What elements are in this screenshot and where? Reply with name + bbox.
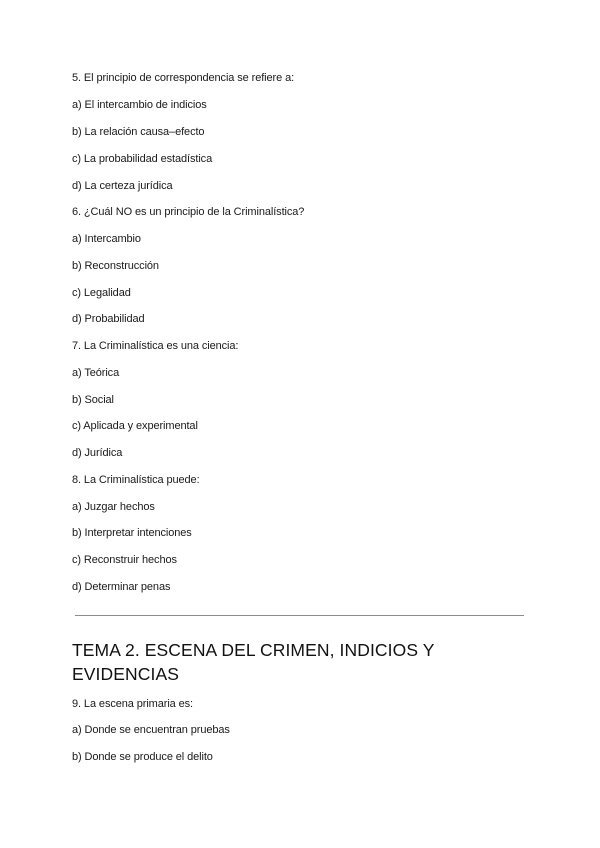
option-a: a) Teórica bbox=[72, 367, 120, 379]
option-b: b) Social bbox=[72, 394, 114, 406]
question-text: 6. ¿Cuál NO es un principio de la Criminalística? bbox=[72, 206, 305, 218]
option-a: a) Juzgar hechos bbox=[72, 501, 155, 513]
section-heading bbox=[72, 638, 532, 686]
section-divider bbox=[75, 615, 524, 616]
option-b: b) La relación causa–efecto bbox=[72, 126, 205, 138]
option-c: c) Legalidad bbox=[72, 287, 131, 299]
question-text: 5. El principio de correspondencia se refiere a: bbox=[72, 72, 295, 84]
heading-line-1: TEMA 2. ESCENA DEL CRIMEN, INDICIOS Y bbox=[72, 640, 435, 660]
option-b: b) Donde se produce el delito bbox=[72, 751, 213, 763]
heading-line-2: EVIDENCIAS bbox=[72, 664, 179, 684]
option-c: c) Reconstruir hechos bbox=[72, 554, 177, 566]
option-a: a) Donde se encuentran pruebas bbox=[72, 724, 230, 736]
option-d: d) Jurídica bbox=[72, 447, 123, 459]
option-d: d) Determinar penas bbox=[72, 581, 171, 593]
question-text: 7. La Criminalística es una ciencia: bbox=[72, 340, 239, 352]
option-c: c) Aplicada y experimental bbox=[72, 420, 198, 432]
option-a: a) Intercambio bbox=[72, 233, 141, 245]
option-b: b) Reconstrucción bbox=[72, 260, 159, 272]
question-text: 9. La escena primaria es: bbox=[72, 698, 194, 710]
option-a: a) El intercambio de indicios bbox=[72, 99, 207, 111]
option-c: c) La probabilidad estadística bbox=[72, 153, 213, 165]
option-d: d) La certeza jurídica bbox=[72, 180, 173, 192]
option-b: b) Interpretar intenciones bbox=[72, 527, 192, 539]
question-text: 8. La Criminalística puede: bbox=[72, 474, 200, 486]
option-d: d) Probabilidad bbox=[72, 313, 145, 325]
